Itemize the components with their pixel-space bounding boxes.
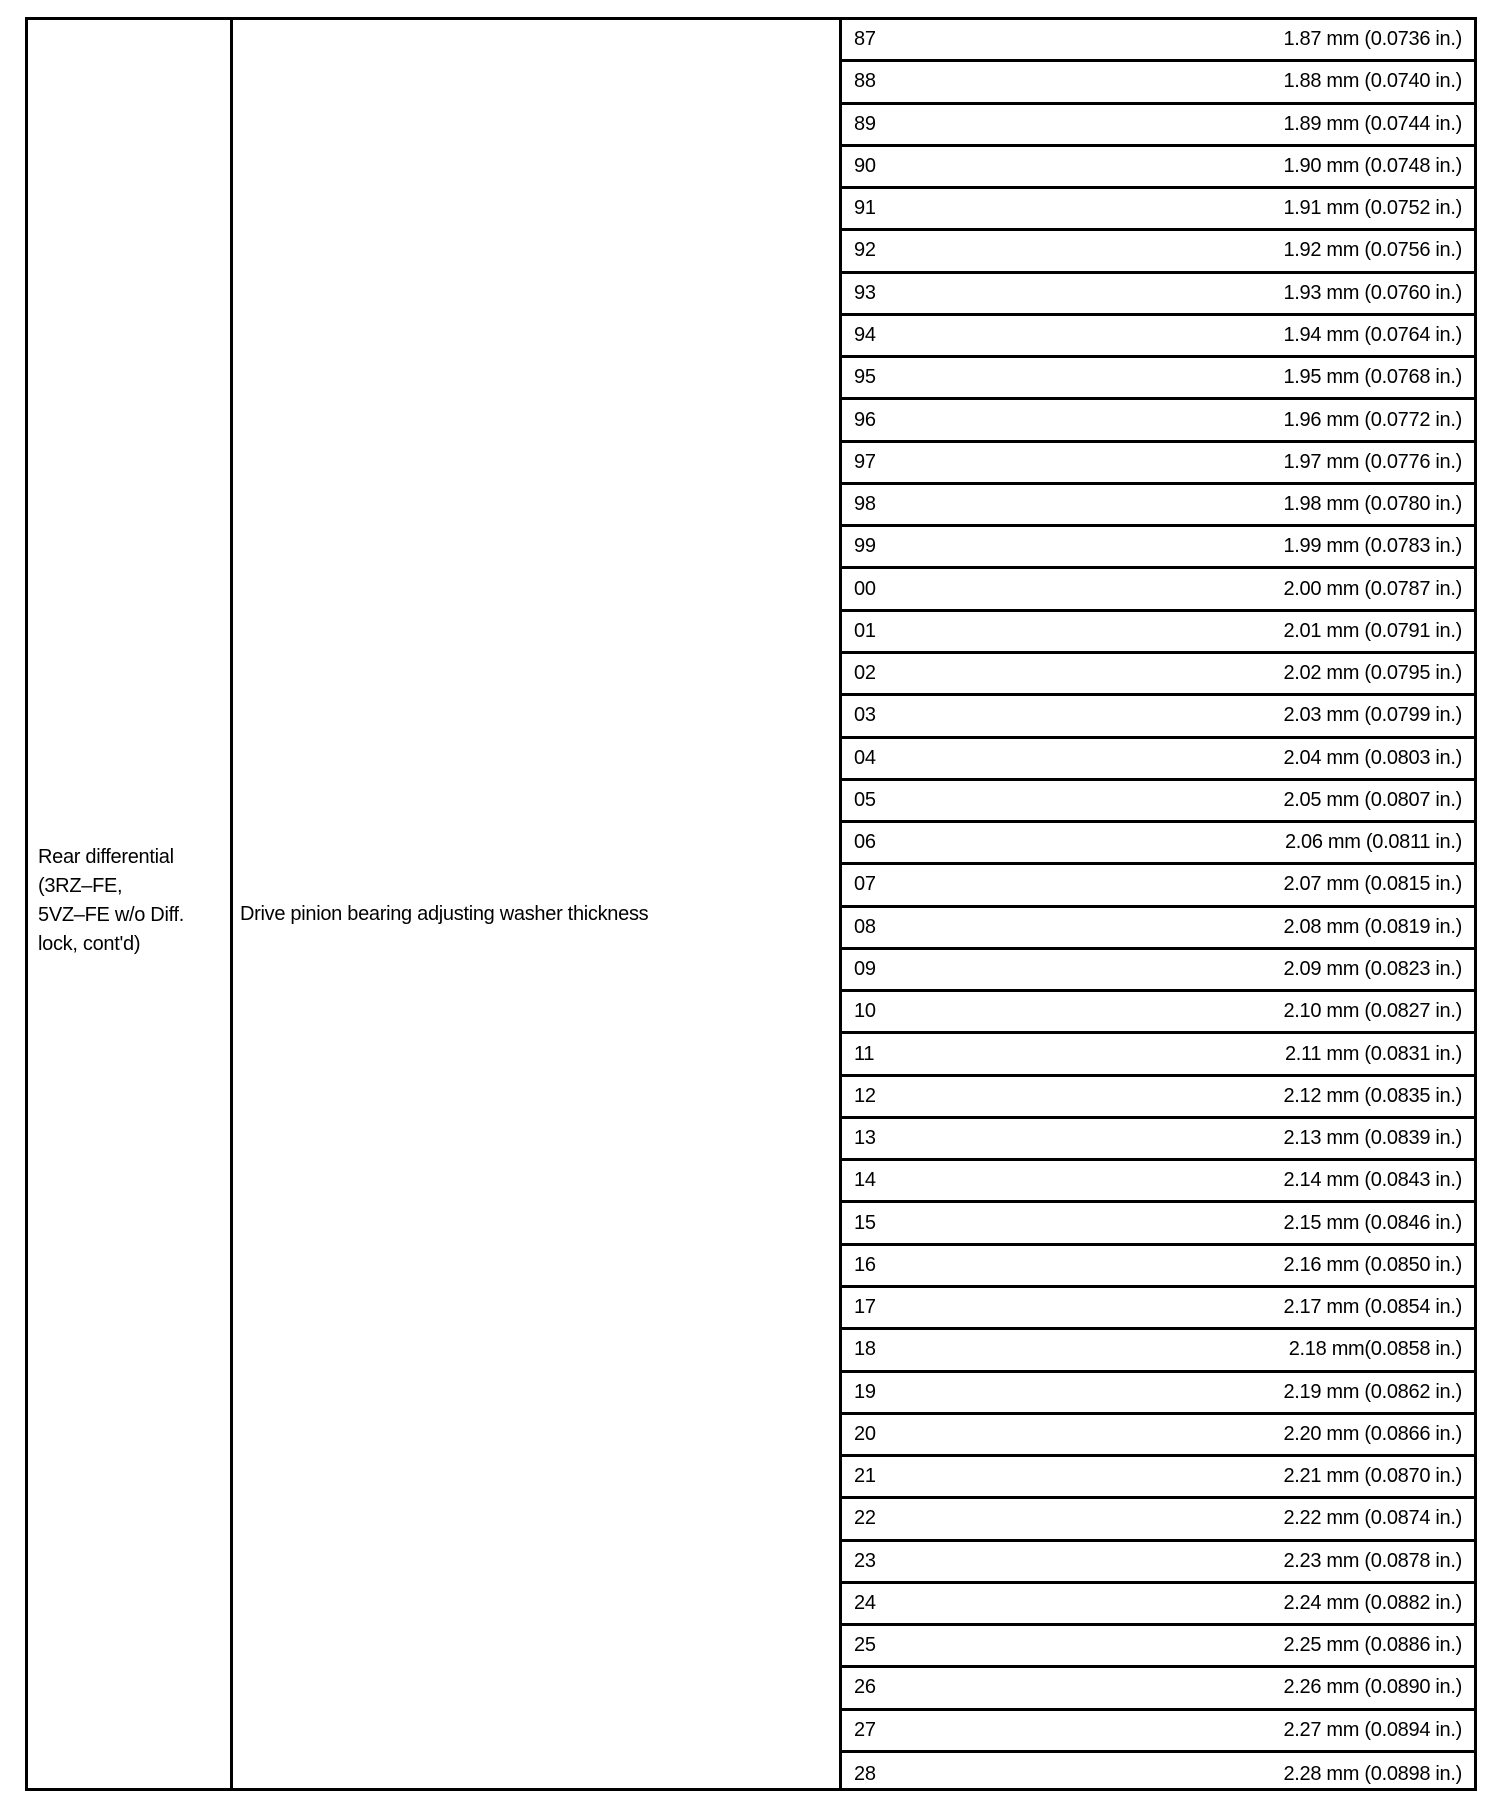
washer-thickness: 1.96 mm (0.0772 in.) [1283, 408, 1462, 431]
washer-code: 23 [854, 1549, 876, 1572]
table-row [842, 1246, 1474, 1288]
washer-code: 21 [854, 1465, 876, 1488]
washer-thickness: 1.95 mm (0.0768 in.) [1283, 366, 1462, 389]
table-row [842, 1119, 1474, 1161]
washer-thickness: 1.99 mm (0.0783 in.) [1283, 535, 1462, 558]
washer-code: 90 [854, 154, 876, 177]
washer-thickness: 2.23 mm (0.0878 in.) [1283, 1549, 1462, 1572]
washer-thickness: 2.21 mm (0.0870 in.) [1283, 1465, 1462, 1488]
item-line: Rear differential [38, 846, 174, 868]
washer-code: 19 [854, 1380, 876, 1403]
table-row [842, 316, 1474, 358]
item-line: 5VZ–FE w/o Diff. [38, 904, 184, 926]
washer-code: 99 [854, 535, 876, 558]
table-row [842, 1626, 1474, 1668]
table-row [842, 1753, 1474, 1795]
table-row [842, 781, 1474, 823]
table-row [842, 527, 1474, 569]
washer-code: 94 [854, 323, 876, 346]
washer-thickness: 2.04 mm (0.0803 in.) [1283, 746, 1462, 769]
table-row [842, 1034, 1474, 1076]
washer-code: 92 [854, 239, 876, 262]
table-row [842, 654, 1474, 696]
washer-thickness: 1.97 mm (0.0776 in.) [1283, 450, 1462, 473]
washer-thickness: 2.00 mm (0.0787 in.) [1283, 577, 1462, 600]
washer-thickness: 2.06 mm (0.0811 in.) [1284, 831, 1462, 854]
washer-thickness: 2.05 mm (0.0807 in.) [1283, 788, 1462, 811]
washer-code: 09 [854, 957, 876, 980]
washer-code: 88 [854, 70, 876, 93]
washer-thickness: 1.87 mm (0.0736 in.) [1283, 28, 1462, 51]
item-line: (3RZ–FE, [38, 875, 123, 897]
table-row [842, 231, 1474, 273]
table-row [842, 612, 1474, 654]
table-row [842, 739, 1474, 781]
washer-code: 27 [854, 1718, 876, 1741]
table-row [842, 485, 1474, 527]
washer-code: 11 [854, 1042, 875, 1065]
washer-code: 25 [854, 1634, 876, 1657]
column-divider-1 [230, 20, 233, 1788]
table-row [842, 1457, 1474, 1499]
table-row [842, 1711, 1474, 1753]
table-row [842, 696, 1474, 738]
washer-thickness: 2.10 mm (0.0827 in.) [1283, 1000, 1462, 1023]
washer-thickness: 1.92 mm (0.0756 in.) [1283, 239, 1462, 262]
washer-thickness: 2.09 mm (0.0823 in.) [1283, 957, 1462, 980]
washer-code: 95 [854, 366, 876, 389]
table-row [842, 105, 1474, 147]
washer-code: 26 [854, 1676, 876, 1699]
table-row [842, 274, 1474, 316]
washer-code: 28 [854, 1762, 876, 1785]
washer-code: 10 [854, 1000, 876, 1023]
table-row [842, 950, 1474, 992]
washer-code: 12 [854, 1084, 876, 1107]
washer-thickness: 1.98 mm (0.0780 in.) [1283, 493, 1462, 516]
table-row [842, 358, 1474, 400]
table-row [842, 908, 1474, 950]
washer-code: 14 [854, 1169, 876, 1192]
table-row [842, 1077, 1474, 1119]
washer-code: 87 [854, 28, 876, 51]
washer-code: 97 [854, 450, 876, 473]
washer-code: 02 [854, 662, 876, 685]
washer-code: 13 [854, 1127, 876, 1150]
washer-thickness: 2.07 mm (0.0815 in.) [1283, 873, 1462, 896]
table-row [842, 189, 1474, 231]
table-row [842, 1373, 1474, 1415]
item-line: lock, cont'd) [38, 933, 141, 955]
washer-thickness: 2.11 mm (0.0831 in.) [1284, 1042, 1462, 1065]
washer-thickness-list [842, 20, 1474, 1788]
table-row [842, 1499, 1474, 1541]
washer-thickness: 2.03 mm (0.0799 in.) [1283, 704, 1462, 727]
washer-thickness: 2.28 mm (0.0898 in.) [1283, 1762, 1462, 1785]
washer-thickness: 2.27 mm (0.0894 in.) [1283, 1718, 1462, 1741]
washer-thickness: 1.88 mm (0.0740 in.) [1283, 70, 1462, 93]
washer-thickness: 1.90 mm (0.0748 in.) [1283, 154, 1462, 177]
table-row [842, 1668, 1474, 1710]
table-row [842, 400, 1474, 442]
washer-code: 00 [854, 577, 876, 600]
washer-code: 01 [854, 619, 876, 642]
washer-code: 07 [854, 873, 876, 896]
table-row [842, 1288, 1474, 1330]
item-cell [38, 843, 223, 959]
washer-thickness: 2.20 mm (0.0866 in.) [1283, 1422, 1462, 1445]
washer-code: 18 [854, 1338, 876, 1361]
washer-code: 91 [854, 197, 876, 220]
description-cell: Drive pinion bearing adjusting washer thickness [240, 903, 649, 925]
washer-thickness: 2.14 mm (0.0843 in.) [1283, 1169, 1462, 1192]
washer-thickness: 2.12 mm (0.0835 in.) [1283, 1084, 1462, 1107]
washer-thickness: 2.18 mm(0.0858 in.) [1288, 1338, 1462, 1361]
washer-code: 16 [854, 1253, 876, 1276]
washer-thickness: 2.24 mm (0.0882 in.) [1283, 1591, 1462, 1614]
washer-code: 03 [854, 704, 876, 727]
washer-code: 98 [854, 493, 876, 516]
washer-thickness: 1.89 mm (0.0744 in.) [1283, 112, 1462, 135]
washer-thickness: 2.02 mm (0.0795 in.) [1283, 662, 1462, 685]
washer-code: 08 [854, 915, 876, 938]
table-row [842, 443, 1474, 485]
washer-thickness: 2.25 mm (0.0886 in.) [1283, 1634, 1462, 1657]
washer-thickness: 2.17 mm (0.0854 in.) [1283, 1296, 1462, 1319]
washer-code: 17 [854, 1296, 876, 1319]
washer-thickness: 2.19 mm (0.0862 in.) [1283, 1380, 1462, 1403]
table-row [842, 823, 1474, 865]
washer-code: 15 [854, 1211, 876, 1234]
washer-thickness: 1.91 mm (0.0752 in.) [1283, 197, 1462, 220]
table-row [842, 1203, 1474, 1245]
washer-code: 05 [854, 788, 876, 811]
washer-thickness: 2.16 mm (0.0850 in.) [1283, 1253, 1462, 1276]
washer-code: 93 [854, 281, 876, 304]
washer-code: 22 [854, 1507, 876, 1530]
spec-table [25, 17, 1477, 1791]
table-row [842, 147, 1474, 189]
table-row [842, 1415, 1474, 1457]
washer-thickness: 2.15 mm (0.0846 in.) [1283, 1211, 1462, 1234]
table-row [842, 992, 1474, 1034]
washer-thickness: 2.22 mm (0.0874 in.) [1283, 1507, 1462, 1530]
washer-code: 89 [854, 112, 876, 135]
table-row [842, 1542, 1474, 1584]
washer-code: 06 [854, 831, 876, 854]
washer-code: 20 [854, 1422, 876, 1445]
table-row [842, 62, 1474, 104]
table-row [842, 1161, 1474, 1203]
washer-thickness: 2.26 mm (0.0890 in.) [1283, 1676, 1462, 1699]
washer-code: 24 [854, 1591, 876, 1614]
washer-thickness: 1.94 mm (0.0764 in.) [1283, 323, 1462, 346]
table-row [842, 865, 1474, 907]
washer-code: 96 [854, 408, 876, 431]
washer-thickness: 2.13 mm (0.0839 in.) [1283, 1127, 1462, 1150]
washer-thickness: 1.93 mm (0.0760 in.) [1283, 281, 1462, 304]
washer-code: 04 [854, 746, 876, 769]
table-row [842, 20, 1474, 62]
washer-thickness: 2.08 mm (0.0819 in.) [1283, 915, 1462, 938]
table-row [842, 1584, 1474, 1626]
table-row [842, 1330, 1474, 1372]
washer-thickness: 2.01 mm (0.0791 in.) [1283, 619, 1462, 642]
table-row [842, 569, 1474, 611]
